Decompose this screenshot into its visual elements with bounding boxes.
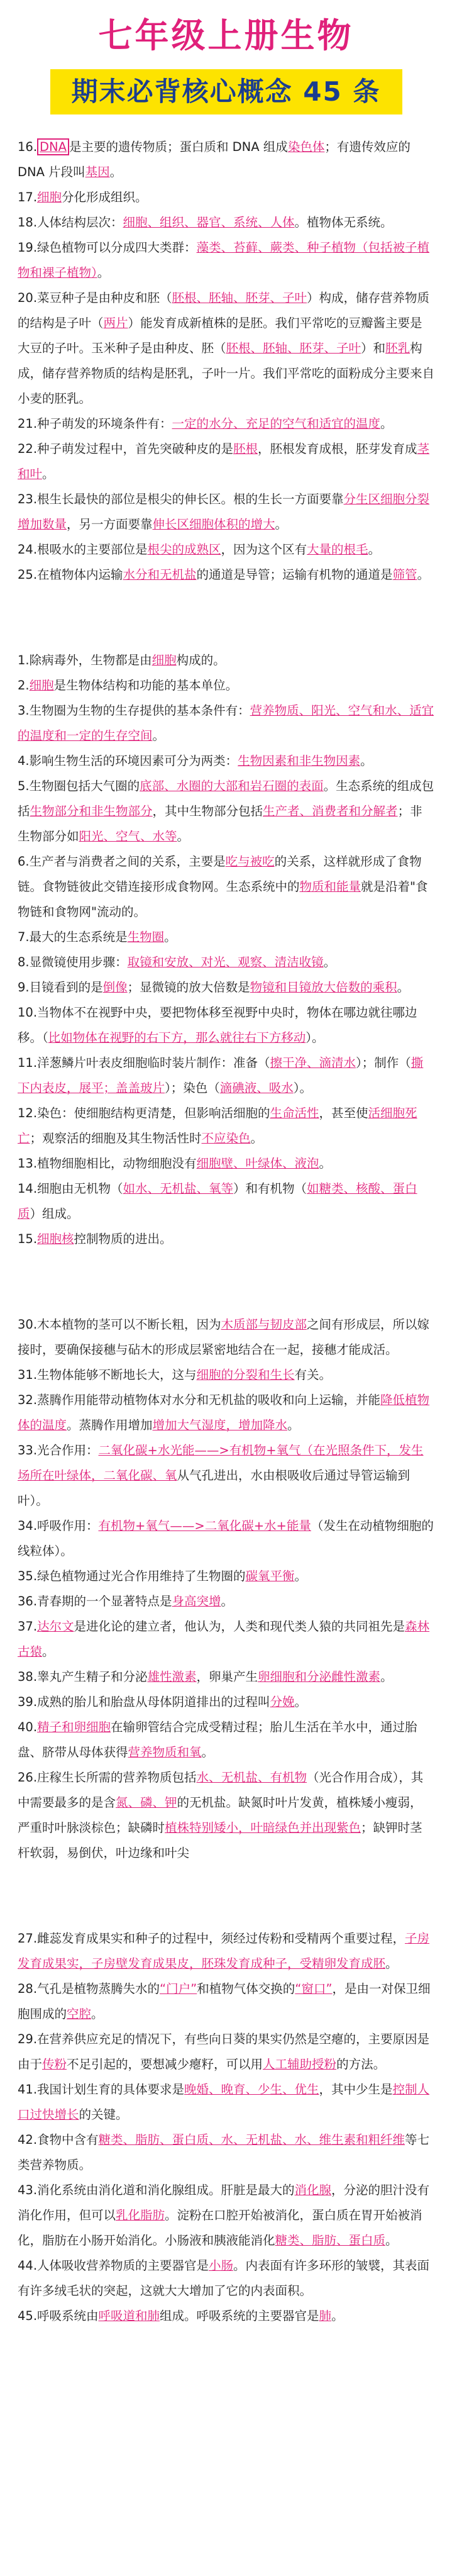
fact-text: 。 (109, 165, 123, 179)
fact-text: 34.呼吸作用： (18, 1519, 99, 1533)
fact-text: 从气孔进出，水由根吸收后通过导管运输到叶）。 (18, 1468, 411, 1508)
fact-text: 。 (91, 2007, 104, 2021)
fact-item (18, 1690, 434, 1715)
fact-text: 。 (287, 1418, 300, 1432)
fact-text: 41.我国计划生育的具体要求是 (18, 2082, 185, 2097)
fact-text: 构成，储存营养物质的结构是胚乳，子叶一片。我们平常吃的面粉成分主要来自小麦的胚乳。 (18, 341, 435, 406)
fact-text: ）能发育成新植株的是胚。我们平常吃的豆瓣酱主要是大豆的子叶。玉米种子是由种皮、胚（ (18, 316, 422, 355)
fact-text: 30.木本植物的茎可以不断长粗，因为 (18, 1317, 221, 1332)
fact-text: 。植物体无系统。 (294, 215, 393, 230)
fact-text: 5.生物圈包括大气圈的 (18, 779, 140, 793)
fact-highlight: 植株特别矮小，叶暗绿色并出现紫色 (165, 1820, 361, 1835)
fact-text: 22.种子萌发过程中，首先突破种皮的是 (18, 442, 234, 456)
fact-text: 44.人体吸收营养物质的主要器官是 (18, 2258, 209, 2273)
fact-text: （发生在动植物细胞的线粒体）。 (18, 1519, 434, 1558)
fact-highlight: 生物因素和非生物因素 (238, 754, 361, 768)
fact-text: 11.洋葱鳞片叶表皮细胞临时装片制作：准备（ (18, 1056, 270, 1070)
fact-text: ，卵巢产生 (196, 1670, 258, 1684)
fact-text: 45.呼吸系统由 (18, 2309, 99, 2323)
fact-text: 。 (380, 1670, 393, 1684)
fact-highlight: 雄性激素 (147, 1670, 197, 1684)
content (0, 114, 452, 2329)
fact-highlight: 一定的水分、充足的空气和适宜的温度 (172, 416, 381, 431)
fact-highlight: 活细胞死亡 (18, 1106, 417, 1146)
section-gap (0, 1252, 452, 1312)
fact-text: 13.植物细胞相比，动物细胞没有 (18, 1156, 197, 1171)
fact-text: 。 (319, 1156, 332, 1171)
fact-text: ；缺钾时茎杆软弱，易倒伏，叶边缘和叶尖 (18, 1820, 422, 1860)
fact-text: ；有遗传效应的 DNA 片段叫 (18, 140, 411, 179)
fact-text: 17. (18, 190, 38, 204)
fact-highlight: 胚根、胚轴、胚芽、子叶 (172, 291, 307, 305)
fact-item (18, 487, 434, 537)
fact-text: 的通道是导管；运输有机物的通道是 (196, 567, 393, 582)
fact-text: 40. (18, 1720, 38, 1734)
fact-highlight: 根尖的成熟区 (147, 542, 221, 557)
fact-text: 3.生物圈为生物的生存提供的基本条件有： (18, 703, 250, 718)
fact-text: 。 (275, 517, 288, 532)
fact-text: 24.根吸水的主要部位是 (18, 542, 148, 557)
fact-section (18, 1312, 434, 1866)
fact-text: 20.菜豆种子是由种皮和胚（ (18, 291, 172, 305)
fact-highlight: 不应染色 (201, 1131, 251, 1146)
fact-text: ，另一方面要靠 (67, 517, 153, 532)
fact-highlight: 擦干净、滴清水 (270, 1056, 356, 1070)
fact-text: 的方法。 (336, 2057, 386, 2071)
fact-item (18, 1765, 434, 1866)
fact-item (18, 1312, 434, 1363)
fact-text: 是进化论的建立者，他认为，人类和现代类人猿的共同祖先是 (74, 1619, 405, 1634)
fact-highlight: 胚根 (233, 442, 258, 456)
fact-item (18, 2127, 434, 2178)
fact-item (18, 1151, 434, 1176)
fact-text: ，因为这个区有 (221, 542, 307, 557)
fact-highlight: 传粉 (42, 2057, 67, 2071)
fact-highlight: 生物部分和非生物部分 (30, 804, 153, 818)
fact-text: 2. (18, 678, 30, 693)
fact-text: 43.消化系统由消化道和消化腺组成。肝脏是最大的 (18, 2183, 295, 2197)
fact-highlight: 物质和能量 (299, 879, 361, 894)
fact-text: 构成的。 (176, 653, 226, 667)
fact-text: 。 (360, 754, 373, 768)
fact-highlight: 生命活性 (270, 1106, 319, 1120)
fact-text: 。生态系统的组成包括 (18, 779, 434, 818)
fact-text: 。 (368, 542, 381, 557)
fact-item (18, 1000, 434, 1051)
fact-text: 在输卵管结合完成受精过程；胎儿生活在羊水中，通过胎盘、脐带从母体获得 (18, 1720, 417, 1759)
fact-item (18, 1514, 434, 1564)
fact-item (18, 673, 434, 698)
fact-highlight: 吃与被吃 (225, 854, 275, 869)
fact-item (18, 1564, 434, 1589)
fact-text: 是主要的遗传物质；蛋白质和 DNA 组成 (69, 140, 288, 154)
fact-text: 15. (18, 1232, 38, 1246)
fact-text: 。淀粉在口腔开始被消化，蛋白质在胃开始被消化，脂肪在小肠开始消化。小肠液和胰液能消化 (18, 2208, 422, 2248)
fact-item (18, 2178, 434, 2253)
fact-text: ）。 (293, 1081, 312, 1095)
fact-text: 。 (42, 467, 55, 481)
fact-highlight: 氮、磷、钾 (116, 1795, 177, 1810)
fact-item (18, 235, 434, 286)
fact-text: 。 (385, 1956, 398, 1971)
fact-text: 27.雌蕊发育成果实和种子的过程中，须经过传粉和受精两个重要过程， (18, 1931, 405, 1946)
fact-item (18, 1227, 434, 1252)
fact-highlight: 茎和叶 (18, 442, 430, 481)
fact-text: ）和有机物（ (233, 1181, 307, 1196)
fact-highlight: 肺 (319, 2309, 332, 2323)
fact-highlight: 细胞 (37, 190, 62, 204)
fact-highlight: 筛管 (392, 567, 417, 582)
fact-text: ，其中少生是 (319, 2082, 393, 2097)
fact-text: 19.绿色植物可以分成四大类群： (18, 240, 197, 255)
fact-highlight: 物镜和目镜放大倍数的乘积 (250, 980, 397, 995)
fact-text: 12.染色：使细胞结构更清楚，但影响活细胞的 (18, 1106, 270, 1120)
fact-text: ；非生物部分如 (18, 804, 422, 844)
fact-text: ；显微镜的放大倍数是 (127, 980, 250, 995)
fact-text: 。 (177, 829, 190, 844)
fact-text: ，胚根发育成根，胚芽发育成 (258, 442, 417, 456)
fact-highlight: 细胞的分裂和生长 (196, 1368, 295, 1382)
fact-highlight: 空腔 (67, 2007, 92, 2021)
fact-text: 。 (294, 1695, 307, 1709)
fact-text: 28.气孔是植物蒸腾失水的 (18, 1982, 160, 1996)
fact-highlight: 森林古猿 (18, 1619, 430, 1659)
fact-highlight: 达尔文 (37, 1619, 74, 1634)
fact-item (18, 950, 434, 975)
fact-highlight: 细胞核 (37, 1232, 74, 1246)
fact-highlight: 基因 (85, 165, 110, 179)
fact-text: 7.最大的生态系统是 (18, 930, 128, 944)
fact-highlight: 子房发育成果实，子房壁发育成果皮，胚珠发育成种子，受精卵发育成胚 (18, 1931, 430, 1971)
fact-text: 。 (397, 980, 410, 995)
fact-text: 16. (18, 140, 38, 154)
fact-highlight: 撕下内表皮，展平；盖盖玻片 (18, 1056, 424, 1095)
fact-item (18, 537, 434, 562)
fact-text: 4.影响生物生活的环境因素可分为两类： (18, 754, 238, 768)
fact-highlight: 如水、无机盐、氧等 (123, 1181, 234, 1196)
fact-text: 33.光合作用： (18, 1443, 99, 1458)
fact-highlight: 滴碘液、吸水 (219, 1081, 294, 1095)
fact-item (18, 437, 434, 487)
fact-text: 29.在营养供应充足的情况下，有些向日葵的果实仍然是空瘪的，主要原因是由于 (18, 2032, 430, 2071)
fact-highlight: 控制人口过快增长 (18, 2082, 430, 2122)
fact-text: 。 (201, 1745, 214, 1759)
fact-item (18, 1664, 434, 1690)
fact-item (18, 774, 434, 849)
page-title: 七年级上册生物 (98, 16, 354, 55)
fact-text: 。 (221, 1594, 234, 1609)
fact-text: ，其中生物部分包括 (152, 804, 263, 818)
fact-highlight: 糖类、脂肪、蛋白质、水、无机盐、水、维生素和粗纤维 (98, 2133, 405, 2147)
fact-text: 的无机盐。缺氮时叶片发黄，植株矮小瘦弱，严重时叶脉淡棕色；缺磷时 (18, 1795, 422, 1835)
fact-highlight: 分娩 (270, 1695, 295, 1709)
fact-text: 。 (42, 1644, 55, 1659)
fact-highlight: 底部、水圈的大部和岩石圈的表面 (140, 779, 324, 793)
fact-highlight: 身高突增 (172, 1594, 221, 1609)
fact-highlight: 碳氧平衡 (245, 1569, 295, 1583)
fact-highlight: 细胞 (29, 678, 54, 693)
fact-highlight: 阳光、空气、水等 (79, 829, 177, 844)
fact-text: ；观察活的细胞及其生物活性时 (30, 1131, 202, 1146)
subtitle-banner: 期末必背核心概念 45 条 (50, 69, 402, 114)
fact-item (18, 2304, 434, 2329)
fact-highlight: 两片 (103, 316, 128, 330)
fact-item (18, 1051, 434, 1101)
fact-text: ，是由一对保卫细胞围成的 (18, 1982, 431, 2021)
fact-text: 。 (250, 1131, 263, 1146)
fact-text: ）和 (361, 341, 386, 355)
fact-text: 42.食物中含有 (18, 2133, 99, 2147)
fact-text: ）。 (306, 1030, 324, 1045)
fact-highlight: “门户” (160, 1982, 197, 1996)
fact-text: 14.细胞由无机物（ (18, 1181, 123, 1196)
section-gap (0, 588, 452, 648)
fact-item (18, 1614, 434, 1664)
fact-item (18, 1977, 434, 2027)
fact-highlight: 小肠 (209, 2258, 234, 2273)
fact-item (18, 925, 434, 950)
fact-text: 。 (380, 416, 393, 431)
fact-text: 38.睾丸产生精子和分泌 (18, 1670, 148, 1684)
fact-section (18, 648, 434, 1252)
fact-highlight: 如糖类、核酸、蛋白质 (18, 1181, 417, 1221)
fact-text: 就是沿着"食物链和食物网"流动的。 (18, 879, 428, 919)
fact-text: 35.绿色植物通过光合作用维持了生物圈的 (18, 1569, 246, 1583)
fact-highlight: 生产者、消费者和分解者 (263, 804, 398, 818)
fact-highlight: 分生区细胞分裂增加数量 (18, 492, 430, 532)
fact-highlight: 胚乳 (385, 341, 411, 355)
fact-item (18, 1101, 434, 1151)
fact-item (18, 1388, 434, 1438)
fact-highlight: 生物圈 (127, 930, 165, 944)
fact-text: 。蒸腾作用增加 (67, 1418, 153, 1432)
fact-item (18, 1589, 434, 1614)
fact-text: 1.除病毒外，生物都是由 (18, 653, 152, 667)
fact-text: 39.成熟的胎儿和胎盘从母体阴道排出的过程叫 (18, 1695, 270, 1709)
fact-highlight: 精子和卵细胞 (37, 1720, 111, 1734)
fact-highlight: 晚婚、晚育、少生、优生 (184, 2082, 319, 2097)
fact-text: ，分泌的胆汁没有消化作用，但可以 (18, 2183, 430, 2222)
fact-text: 不足引起的，要想减少瘪籽，可以用 (67, 2057, 263, 2071)
fact-highlight: 乳化脂肪 (116, 2208, 165, 2222)
fact-highlight: 大量的根毛 (307, 542, 368, 557)
fact-highlight: 糖类、脂肪、蛋白质 (275, 2233, 386, 2248)
fact-text: 有关。 (294, 1368, 332, 1382)
fact-text: 36.青春期的一个显著特点是 (18, 1594, 172, 1609)
fact-highlight: 有机物+氧气——>二氧化碳+水+能量 (98, 1519, 311, 1533)
fact-text: 。 (331, 2309, 344, 2323)
fact-item (18, 2077, 434, 2127)
fact-text: 控制物质的进出。 (74, 1232, 172, 1246)
fact-item (18, 286, 434, 411)
fact-text: 组成。呼吸系统的主要器官是 (160, 2309, 319, 2323)
fact-item (18, 2253, 434, 2304)
fact-text: 8.显微镜使用步骤： (18, 955, 128, 969)
fact-highlight: 二氧化碳+水光能——>有机物+氧气（在光照条件下，发生场所在叶绿体，二氧化碳、氧 (18, 1443, 424, 1483)
fact-highlight: 营养物质、阳光、空气和水、适宜的温度和一定的生存空间 (18, 703, 434, 743)
fact-highlight: DNA (37, 138, 69, 155)
fact-highlight: 伸长区细胞体积的增大 (152, 517, 275, 532)
fact-item (18, 562, 434, 588)
fact-highlight: 藻类、苔藓、蕨类、种子植物（包括被子植物和裸子植物） (18, 240, 430, 280)
fact-highlight: 卵细胞和分泌雌性激素 (258, 1670, 381, 1684)
fact-text: 37. (18, 1619, 38, 1634)
fact-item (18, 648, 434, 673)
fact-item (18, 1176, 434, 1227)
fact-text: 。 (323, 955, 336, 969)
fact-text: 。内表面有许多环形的皱襞，其表面有许多绒毛状的突起，这就大大增加了它的内表面积。 (18, 2258, 430, 2298)
fact-highlight: 水分和无机盐 (123, 567, 197, 582)
fact-text: （光合作用合成），其中需要最多的是含 (18, 1770, 424, 1810)
fact-item (18, 185, 434, 210)
fact-item (18, 1926, 434, 1977)
fact-item (18, 698, 434, 749)
fact-text: 9.目镜看到的是 (18, 980, 103, 995)
fact-text: 23.根生长最快的部位是根尖的伸长区。根的生长一方面要靠 (18, 492, 344, 506)
fact-text: 21.种子萌发的环境条件有： (18, 416, 172, 431)
fact-text: ）构成，储存营养物质的结构是子叶（ (18, 291, 430, 330)
fact-text: 26.庄稼生长所需的营养物质包括 (18, 1770, 197, 1785)
fact-highlight: 降低植物体的温度 (18, 1393, 430, 1432)
fact-highlight: 染色体 (287, 140, 325, 154)
fact-highlight: 比如物体在视野的右下方，那么就往右下方移动 (48, 1030, 306, 1045)
fact-text: 18.人体结构层次： (18, 215, 123, 230)
fact-text: 之间有形成层，所以嫁接时，要确保接穗与砧木的形成层紧密地结合在一起，接穗才能成活。 (18, 1317, 430, 1357)
fact-text: 。 (97, 265, 110, 280)
fact-text: 分化形成组织。 (62, 190, 148, 204)
fact-highlight: 细胞、组织、器官、系统、人体 (123, 215, 295, 230)
fact-item (18, 975, 434, 1000)
fact-text: ）组成。 (30, 1207, 79, 1221)
fact-section (18, 135, 434, 588)
fact-text: 的关系，这样就形成了食物链。食物链彼此交错连接形成食物网。生态系统中的 (18, 854, 422, 894)
fact-text: 的关键。 (79, 2107, 128, 2122)
fact-item (18, 411, 434, 437)
fact-item (18, 1715, 434, 1765)
fact-text: 。 (164, 930, 177, 944)
fact-highlight: 消化腺 (294, 2183, 332, 2197)
fact-highlight: 呼吸道和肺 (98, 2309, 160, 2323)
fact-text: 。 (385, 2233, 398, 2248)
fact-text: ）；染色（ (165, 1081, 220, 1095)
fact-item (18, 1438, 434, 1514)
fact-item (18, 135, 434, 185)
fact-text: 6.生产者与消费者之间的关系，主要是 (18, 854, 226, 869)
fact-text: 。 (294, 1569, 307, 1583)
fact-text: ，甚至使 (319, 1106, 368, 1120)
fact-highlight: 营养物质和氧 (128, 1745, 202, 1759)
fact-text: 。 (152, 728, 165, 743)
fact-item (18, 210, 434, 235)
fact-highlight: 胚根、胚轴、胚芽、子叶 (226, 341, 361, 355)
fact-text: 。 (417, 567, 430, 582)
fact-item (18, 2027, 434, 2077)
fact-text: 等七类营养物质。 (18, 2133, 430, 2172)
fact-highlight: 木质部与韧皮部 (221, 1317, 307, 1332)
fact-highlight: 细胞 (152, 653, 177, 667)
fact-text: 和植物气体交换的 (197, 1982, 295, 1996)
fact-item (18, 749, 434, 774)
fact-highlight: “窗口” (295, 1982, 333, 1996)
fact-highlight: 人工辅助授粉 (263, 2057, 337, 2071)
fact-highlight: 细胞壁、叶绿体、液泡 (196, 1156, 319, 1171)
fact-text: 32.蒸腾作用能带动植物体对水分和无机盐的吸收和向上运输，并能 (18, 1393, 381, 1407)
fact-highlight: 增加大气湿度，增加降水 (152, 1418, 288, 1432)
section-gap (0, 114, 452, 135)
fact-text: 31.生物体能够不断地长大，这与 (18, 1368, 197, 1382)
fact-text: 25.在植物体内运输 (18, 567, 123, 582)
fact-item (18, 1363, 434, 1388)
fact-text: 是生物体结构和功能的基本单位。 (53, 678, 238, 693)
fact-text: ）；制作（ (356, 1056, 411, 1070)
fact-highlight: 取镜和安放、对光、观察、清洁收镜 (127, 955, 324, 969)
fact-item (18, 849, 434, 925)
section-gap (0, 1866, 452, 1926)
fact-highlight: 水、无机盐、有机物 (196, 1770, 307, 1785)
fact-section (18, 1926, 434, 2329)
fact-text: 10.当物体不在视野中央，要把物体移至视野中央时，物体在哪边就往哪边移。（ (18, 1005, 417, 1045)
fact-highlight: 倒像 (102, 980, 128, 995)
